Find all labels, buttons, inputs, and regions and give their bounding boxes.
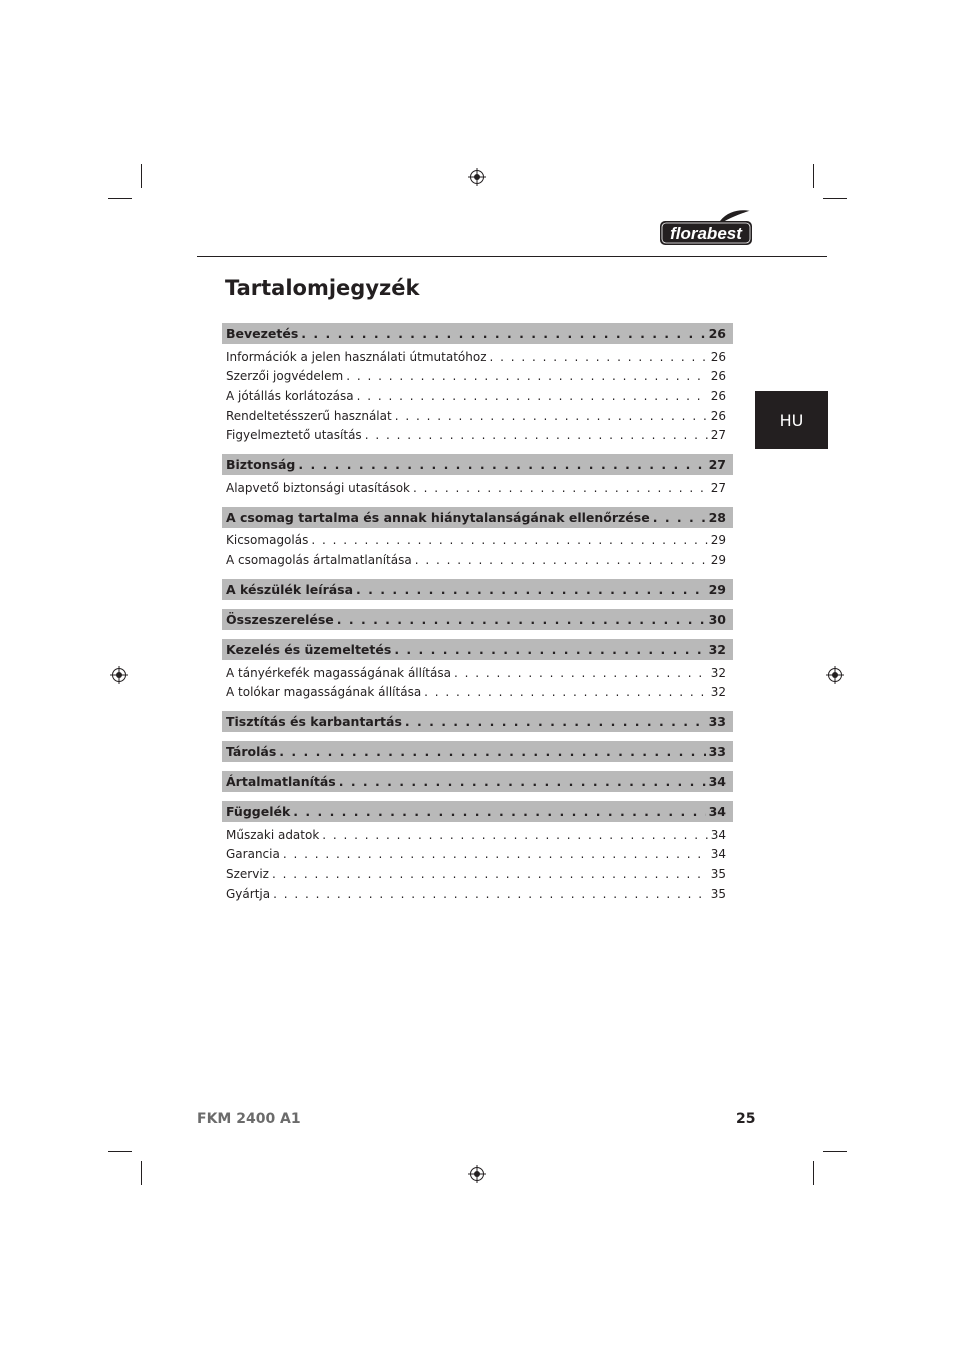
crop-mark: [108, 1151, 132, 1152]
registration-mark-icon: [468, 1165, 486, 1183]
toc-leader-dots: [395, 409, 708, 423]
toc-section-page: 27: [708, 456, 726, 472]
toc-entry[interactable]: [222, 478, 733, 498]
toc-section-heading[interactable]: [222, 771, 733, 792]
toc-leader-dots: [298, 457, 705, 472]
toc-leader-dots: [357, 389, 708, 403]
crop-mark: [141, 1161, 142, 1185]
toc-entry-list: [222, 528, 733, 570]
toc-entry-page: 26: [710, 408, 726, 423]
toc-entry-list: [222, 660, 733, 702]
registration-mark-icon: [468, 168, 486, 186]
toc-entry-page: 32: [710, 665, 726, 680]
toc-leader-dots: [454, 666, 708, 680]
page-title: Tartalomjegyzék: [225, 276, 420, 300]
toc-section-title: Tisztítás és karbantartás: [226, 713, 402, 729]
toc-section-page: 28: [708, 509, 726, 525]
toc-section: [222, 454, 733, 498]
toc-section-title: Tárolás: [226, 743, 277, 759]
toc-entry[interactable]: [222, 347, 733, 367]
toc-entry-page: 29: [710, 533, 726, 548]
language-tab-label: HU: [779, 410, 804, 430]
toc-section-title: Kezelés és üzemeltetés: [226, 641, 392, 657]
toc-section-heading[interactable]: [222, 639, 733, 660]
toc-entry[interactable]: [222, 864, 733, 884]
toc-leader-dots: [301, 326, 705, 341]
toc-section: [222, 801, 733, 903]
toc-leader-dots: [490, 350, 708, 364]
toc-section: [222, 639, 733, 702]
toc-entry-page: 34: [710, 827, 726, 842]
registration-mark-icon: [826, 666, 844, 684]
toc-section-page: 32: [708, 641, 726, 657]
toc-entry-label: Garancia: [226, 847, 280, 862]
toc-section-page: 29: [708, 581, 726, 597]
toc-leader-dots: [424, 685, 708, 699]
toc-section: [222, 711, 733, 732]
toc-entry-page: 26: [710, 349, 726, 364]
toc-entry-label: A tányérkefék magasságának állítása: [226, 665, 451, 680]
toc-section: [222, 771, 733, 792]
toc-entry-label: Kicsomagolás: [226, 533, 309, 548]
toc-entry[interactable]: [222, 825, 733, 845]
toc-entry-list: [222, 822, 733, 903]
toc-entry-page: 34: [710, 847, 726, 862]
toc-leader-dots: [413, 481, 708, 495]
logo-text: florabest: [670, 224, 742, 243]
toc-leader-dots: [356, 582, 706, 597]
toc-section-title: Összeszerelése: [226, 611, 334, 627]
toc-leader-dots: [339, 774, 706, 789]
toc-section-heading[interactable]: [222, 801, 733, 822]
toc-entry-label: Rendeltetésszerű használat: [226, 408, 392, 423]
toc-entry[interactable]: [222, 550, 733, 570]
toc-entry-page: 27: [710, 428, 726, 443]
crop-mark: [813, 1161, 814, 1185]
toc-leader-dots: [273, 887, 708, 901]
toc-leader-dots: [311, 533, 707, 547]
crop-mark: [823, 1151, 847, 1152]
toc-section-page: 26: [708, 326, 726, 341]
registration-mark-icon: [110, 666, 128, 684]
footer-model: FKM 2400 A1: [197, 1111, 301, 1127]
toc-section: [222, 323, 733, 445]
toc-entry[interactable]: [222, 531, 733, 551]
toc-section-heading[interactable]: [222, 454, 733, 475]
toc-leader-dots: [365, 428, 708, 442]
toc-entry[interactable]: [222, 682, 733, 702]
toc-entry[interactable]: [222, 406, 733, 426]
toc-section-title: Bevezetés: [226, 326, 299, 341]
toc-section-page: 34: [708, 803, 726, 819]
toc-entry-page: 29: [710, 552, 726, 567]
toc-entry-label: Alapvető biztonsági utasítások: [226, 480, 410, 495]
toc-entry-label: Szerviz: [226, 866, 269, 881]
toc-entry-page: 35: [710, 866, 726, 881]
toc-section-title: A csomag tartalma és annak hiánytalanságának ellenőrzése: [226, 509, 650, 525]
toc-entry[interactable]: [222, 845, 733, 865]
toc-leader-dots: [337, 612, 706, 627]
toc-entry[interactable]: [222, 386, 733, 406]
toc-section-heading[interactable]: [222, 323, 733, 344]
toc-section-heading[interactable]: [222, 609, 733, 630]
toc-entry-label: A jótállás korlátozása: [226, 388, 354, 403]
toc-section: [222, 609, 733, 630]
footer-page-number: 25: [736, 1111, 756, 1127]
toc-section-heading[interactable]: [222, 507, 733, 528]
language-tab: [755, 391, 828, 449]
toc-entry-page: 32: [710, 685, 726, 700]
toc-entry-page: 26: [710, 369, 726, 384]
toc-leader-dots: [653, 510, 706, 525]
toc-leader-dots: [283, 847, 708, 861]
toc-entry-label: A tolókar magasságának állítása: [226, 685, 422, 700]
toc-section-heading[interactable]: [222, 711, 733, 732]
toc-entry-list: [222, 475, 733, 498]
toc-section-title: A készülék leírása: [226, 581, 354, 597]
toc-section-page: 33: [708, 743, 726, 759]
toc-entry-page: 35: [710, 886, 726, 901]
toc-entry-label: A csomagolás ártalmatlanítása: [226, 552, 412, 567]
toc-section-page: 34: [708, 773, 726, 789]
toc-section: [222, 579, 733, 600]
toc-leader-dots: [346, 369, 708, 383]
header-rule: [197, 256, 827, 257]
toc-entry[interactable]: [222, 663, 733, 683]
toc-leader-dots: [394, 642, 705, 657]
florabest-logo: [658, 209, 754, 247]
toc-leader-dots: [405, 714, 706, 729]
crop-mark: [823, 198, 847, 199]
toc-section-title: Függelék: [226, 803, 291, 819]
toc-section: [222, 507, 733, 570]
toc-section-heading[interactable]: [222, 741, 733, 762]
toc-leader-dots: [272, 867, 708, 881]
toc-section-heading[interactable]: [222, 579, 733, 600]
toc-section-title: Biztonság: [226, 456, 296, 472]
toc-entry-list: [222, 344, 733, 445]
toc-section-page: 33: [708, 713, 726, 729]
toc-entry[interactable]: [222, 884, 733, 904]
toc-section-page: 30: [708, 611, 726, 627]
toc-entry-page: 26: [710, 388, 726, 403]
toc-entry-label: Gyártja: [226, 886, 271, 901]
toc-leader-dots: [293, 804, 705, 819]
toc-entry-label: Információk a jelen használati útmutatóhoz: [226, 349, 487, 364]
toc-leader-dots: [415, 553, 708, 567]
toc-entry-page: 27: [710, 480, 726, 495]
toc-entry-label: Szerzői jogvédelem: [226, 369, 344, 384]
toc-section: [222, 741, 733, 762]
toc-entry-label: Figyelmeztető utasítás: [226, 428, 362, 443]
toc-entry[interactable]: [222, 425, 733, 445]
crop-mark: [141, 164, 142, 188]
crop-mark: [108, 198, 132, 199]
crop-mark: [813, 164, 814, 188]
toc-leader-dots: [279, 744, 705, 759]
toc-section-title: Ártalmatlanítás: [226, 773, 336, 789]
toc-entry-label: Műszaki adatok: [226, 827, 320, 842]
table-of-contents: [222, 323, 733, 912]
toc-entry[interactable]: [222, 367, 733, 387]
toc-leader-dots: [322, 828, 707, 842]
